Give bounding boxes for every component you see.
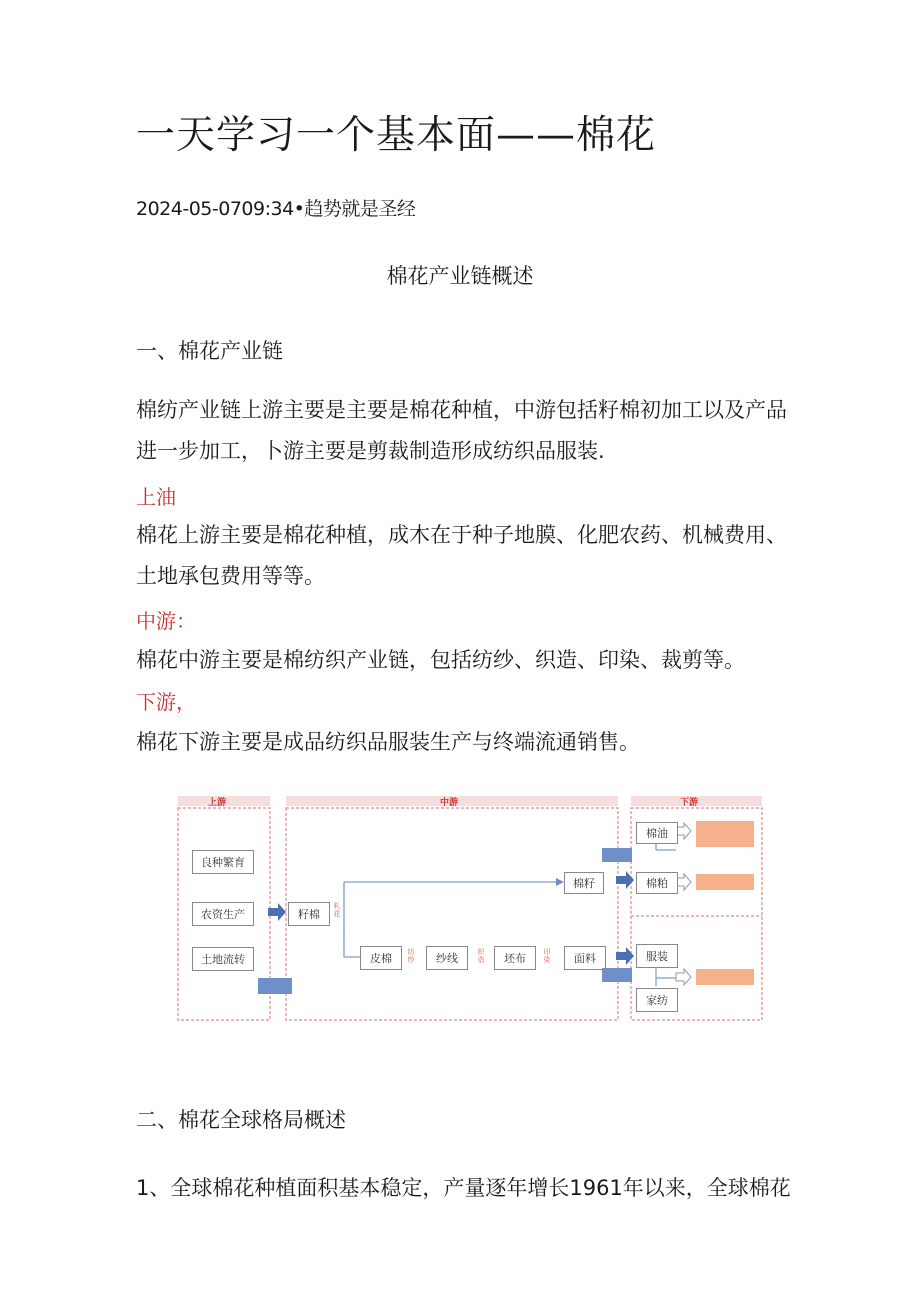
article-subtitle: 棉花产业链概述 bbox=[386, 264, 534, 288]
diagram-box-seed-cotton: 籽棉 bbox=[288, 902, 330, 926]
article-meta: 2024-05-0709:34•趋势就是圣经 bbox=[136, 198, 416, 220]
diagram-process-mark: 纺 纱 bbox=[407, 948, 415, 964]
article-title: 一天学习一个基本面——棉花 bbox=[136, 113, 657, 158]
downstream-text: 棉花下游主要是成品纺织品服装生产与终端流通销售。 bbox=[136, 730, 640, 754]
diagram-box-grey-cloth: 坯布 bbox=[494, 946, 536, 970]
diagram-box-cotton-meal: 棉粕 bbox=[636, 872, 678, 894]
diagram-box-fabric: 面料 bbox=[564, 946, 606, 970]
industry-chain-diagram bbox=[176, 792, 764, 1024]
midstream-text: 棉花中游主要是棉纺织产业链，包括纺纱、织造、印染、裁剪等。 bbox=[136, 648, 745, 672]
diagram-box-cotton-oil: 棉油 bbox=[636, 822, 678, 844]
diagram-tag-crush bbox=[602, 848, 632, 862]
section1-intro: 棉纺产业链上游主要是主要是棉花种植，中游包括籽棉初加工以及产品进一步加工，卜游主要是剪裁制造形成纺织品服装. bbox=[136, 398, 787, 463]
diagram-box-seed-breeding: 良种繁育 bbox=[192, 850, 254, 874]
section2-para1: 1、全球棉花种植面积基本稳定，产量逐年增长1961年以来，全球棉花 bbox=[136, 1176, 791, 1200]
diagram-orange-output-oil bbox=[696, 821, 754, 847]
diagram-orange-output-apparel bbox=[696, 969, 754, 985]
diagram-tag-process bbox=[602, 968, 632, 982]
section1-heading: 一、棉花产业链 bbox=[136, 339, 283, 363]
diagram-box-yarn: 纱线 bbox=[426, 946, 468, 970]
diagram-upstream-label: 上游 bbox=[208, 798, 227, 808]
midstream-label: 中游： bbox=[136, 609, 196, 633]
diagram-box-cotton-seed: 棉籽 bbox=[564, 872, 604, 894]
diagram-orange-output-meal bbox=[696, 874, 754, 890]
upstream-text: 棉花上游主要是棉花种植，成木在于种子地膜、化肥农药、机械费用、土地承包费用等等。 bbox=[136, 523, 787, 588]
diagram-process-mark: 印 染 bbox=[543, 948, 551, 964]
diagram-box-land-transfer: 土地流转 bbox=[192, 947, 254, 971]
diagram-process-mark: 织 造 bbox=[477, 948, 485, 964]
diagram-downstream-label: 下游 bbox=[680, 798, 699, 808]
diagram-box-home-textiles: 家纺 bbox=[636, 988, 678, 1012]
diagram-box-lint: 皮棉 bbox=[360, 946, 402, 970]
downstream-label: 下游， bbox=[136, 690, 196, 714]
upstream-label: 上油 bbox=[136, 485, 176, 509]
diagram-midstream-label: 中游 bbox=[440, 798, 459, 808]
section2-heading: 二、棉花全球格局概述 bbox=[136, 1108, 346, 1132]
diagram-process-mark: 轧 花 bbox=[333, 902, 341, 918]
diagram-box-apparel: 服装 bbox=[636, 944, 678, 968]
diagram-tag-purchase bbox=[258, 978, 292, 994]
diagram-box-agri-inputs: 农资生产 bbox=[192, 902, 254, 926]
